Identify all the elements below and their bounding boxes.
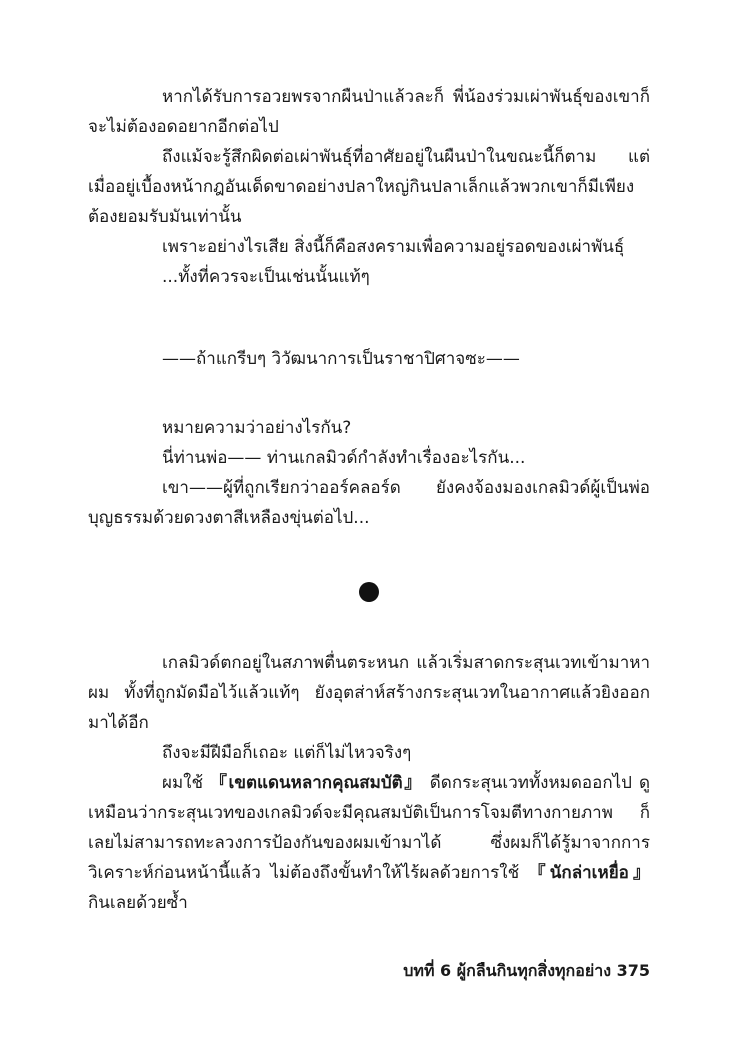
text-run: กินเลยด้วยซ้ำ bbox=[88, 893, 188, 913]
paragraph: นี่ท่านพ่อ—— ท่านเกลมิวด์กำลังทำเรื่องอะไรกัน... bbox=[162, 448, 526, 468]
second-passage bbox=[88, 413, 650, 533]
opening-passage bbox=[88, 82, 650, 292]
paragraph: เกลมิวด์ตกอยู่ในสภาพตื่นตระหนก แล้วเริ่มสาดกระสุนเวทเข้ามาหาผม ทั้งที่ถูกมัดมือไว้แล้วแท้ๆ ยังอุตส่าห์สร้างกระสุนเวทในอากาศแล้วยิงออกมาได้อีก bbox=[88, 653, 650, 733]
paragraph: ถึงแม้จะรู้สึกผิดต่อเผ่าพันธุ์ที่อาศัยอยู่ในผืนป่าในขณะนี้ก็ตาม แต่เมื่ออยู่เบื้องหน้ากฎอันเด็ดขาดอย่างปลาใหญ่กินปลาเล็กแล้วพวกเขาก็มีเพียงต้องยอมรับมันเท่านั้น bbox=[88, 147, 650, 227]
text-run: ดีดกระสุนเวททั้งหมดออกไป ดูเหมือนว่ากระสุนเวทของเกลมิวด์จะมีคุณสมบัติเป็นการโจมตีทางกายภาพ ก็เลยไม่สามารถทะลวงการป้องกันของผมเข้ามาได้ ซึ่งผมก็ได้รู้มาจากการวิเคราะห์ก่อนหน้านี้แล้ว ไม่ต้องถึงขั้นทำให้ไร้ผลด้วยการใช้ bbox=[88, 773, 650, 883]
skill-name-predator: 『นักล่าเหยื่อ』 bbox=[528, 863, 650, 883]
text-run: ผมใช้ bbox=[162, 773, 210, 793]
scene-break-dot bbox=[359, 582, 379, 602]
paragraph: ...ทั้งที่ควรจะเป็นเช่นนั้นแท้ๆ bbox=[162, 267, 370, 287]
paragraph bbox=[88, 768, 650, 918]
paragraph: เขา——ผู้ที่ถูกเรียกว่าออร์คลอร์ด ยังคงจ้องมองเกลมิวด์ผู้เป็นพ่อบุญธรรมด้วยดวงตาสีเหลืองขุ่นต่อไป... bbox=[88, 478, 650, 528]
title-line-block bbox=[88, 344, 650, 374]
page-number: 375 bbox=[616, 961, 650, 980]
third-passage bbox=[88, 648, 650, 918]
skill-name-bounded-attribute: 『เขตแดนหลากคุณสมบัติ』 bbox=[209, 773, 423, 793]
paragraph: ถึงจะมีฝีมือก็เถอะ แต่ก็ไม่ไหวจริงๆ bbox=[162, 743, 412, 763]
paragraph: เพราะอย่างไรเสีย สิ่งนี้ก็คือสงครามเพื่อความอยู่รอดของเผ่าพันธุ์ bbox=[162, 237, 625, 257]
chapter-title: บทที่ 6 ผู้กลืนกินทุกสิ่งทุกอย่าง bbox=[403, 961, 612, 980]
page-footer bbox=[403, 958, 650, 984]
paragraph: หากได้รับการอวยพรจากผืนป่าแล้วละก็ พี่น้องร่วมเผ่าพันธุ์ของเขาก็จะไม่ต้องอดอยากอีกต่อไป bbox=[88, 87, 650, 137]
title-line: ——ถ้าแกรีบๆ วิวัฒนาการเป็นราชาปิศาจซะ—— bbox=[162, 349, 520, 369]
paragraph: หมายความว่าอย่างไรกัน? bbox=[162, 418, 352, 438]
